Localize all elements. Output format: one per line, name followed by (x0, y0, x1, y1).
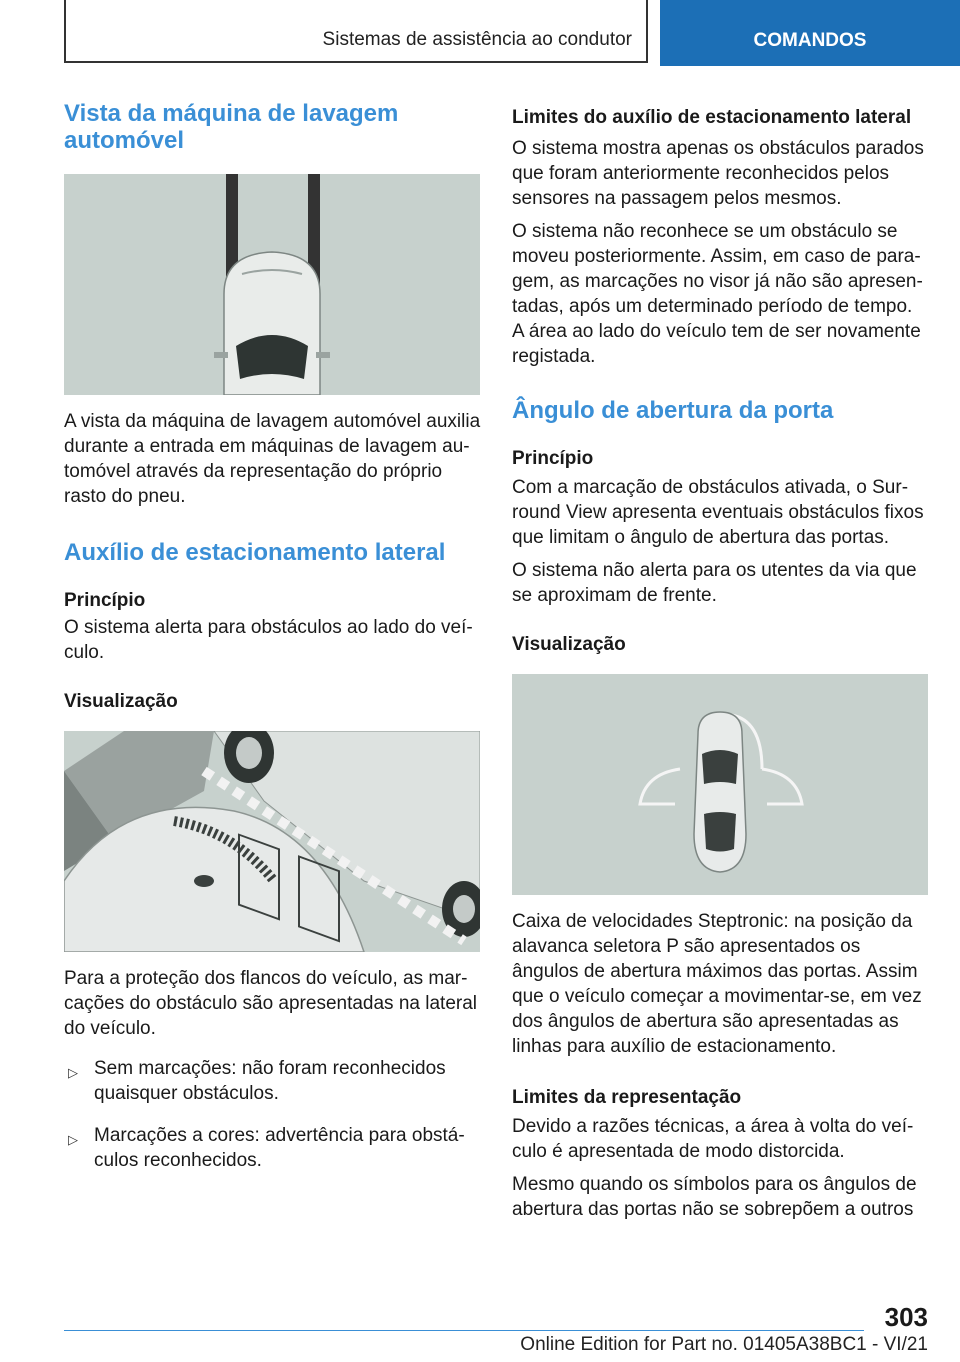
section-title: Sistemas de assistência ao condutor (322, 29, 632, 50)
left-column (64, 100, 482, 1173)
right-column (512, 105, 928, 1222)
door-text-2: O sistema não alerta para os utentes da via que se aproximam de frente. (512, 560, 917, 606)
door-text-1: Com a marcação de obstáculos ativada, o Sur-round View apresenta eventuais obstáculos fixos que limitam o ângulo de abertura das portas. (512, 477, 924, 548)
heading-carwash-view: Vista da máquina de lavagem automóvel (64, 100, 399, 154)
list-item (64, 1123, 482, 1173)
heading-repr-limits: Limites da representação (512, 1087, 742, 1108)
limits-text-1: O sistema mostra apenas os obstáculos parados que foram anteriormente reconhecidos pelos sensores na passagem pelos mesmos. (512, 138, 924, 209)
triangle-right-icon: ▷ (68, 1132, 78, 1147)
heading-door-angle: Ângulo de abertura da porta (512, 397, 834, 424)
list-item-text: Marcações a cores: advertência para obstá-culos reconhecidos. (94, 1125, 465, 1171)
repr-text-2: Mesmo quando os símbolos para os ângulos de abertura das portas não se sobrepõem a outros (512, 1174, 917, 1220)
chapter-title: COMANDOS (753, 30, 867, 51)
chapter-tab[interactable] (660, 0, 960, 66)
principle-text-left: O sistema alerta para obstáculos ao lado do veí-culo. (64, 617, 473, 663)
heading-limits-lateral: Limites do auxílio de estacionamento lateral (512, 107, 912, 128)
heading-lateral-parking: Auxílio de estacionamento lateral (64, 539, 446, 566)
repr-text-1: Devido a razões técnicas, a área à volta do veí-culo é apresentada de modo distorcida. (512, 1116, 914, 1162)
list-item (64, 1056, 482, 1106)
steptronic-text: Caixa de velocidades Steptronic: na posição da alavanca seletora P são apresentados os ângulos de abertura máximos das portas. Assim que o veículo começar a movimentar-se, em vez dos ângulos de abertura são apresentadas as linhas para auxílio de estacionamento. (512, 911, 922, 1057)
heading-display-left: Visualização (64, 691, 178, 712)
page-header (0, 0, 960, 66)
footer-divider (64, 1330, 864, 1331)
limits-text-2: O sistema não reconhece se um obstáculo se moveu posteriormente. Assim, em caso de para-gem, as marcações no visor já não são apresen-tadas, após um determinado período de tempo. A área ao lado do veículo tem de ser novamente registada. (512, 221, 923, 367)
door-angle-illustration (512, 674, 928, 895)
carwash-illustration (64, 174, 480, 395)
lateral-parking-illustration (64, 731, 480, 952)
header-frame (64, 0, 648, 63)
heading-principle-right: Princípio (512, 448, 594, 469)
triangle-right-icon: ▷ (68, 1065, 78, 1080)
heading-principle-left: Princípio (64, 590, 146, 611)
list-item-text: Sem marcações: não foram reconhecidos quaisquer obstáculos. (94, 1058, 446, 1104)
carwash-text: A vista da máquina de lavagem automóvel auxilia durante a entrada em máquinas de lavagem au-tomóvel através da representação do próprio rasto do pneu. (64, 411, 481, 507)
marking-list (64, 1056, 482, 1173)
heading-display-right: Visualização (512, 634, 626, 655)
page-number: 303 (884, 1302, 928, 1332)
protection-text: Para a proteção dos flancos do veículo, as mar-cações do obstáculo são apresentadas na lateral do veículo. (64, 968, 477, 1039)
edition-note: Online Edition for Part no. 01405A38BC1 - VI/21 (520, 1334, 928, 1355)
